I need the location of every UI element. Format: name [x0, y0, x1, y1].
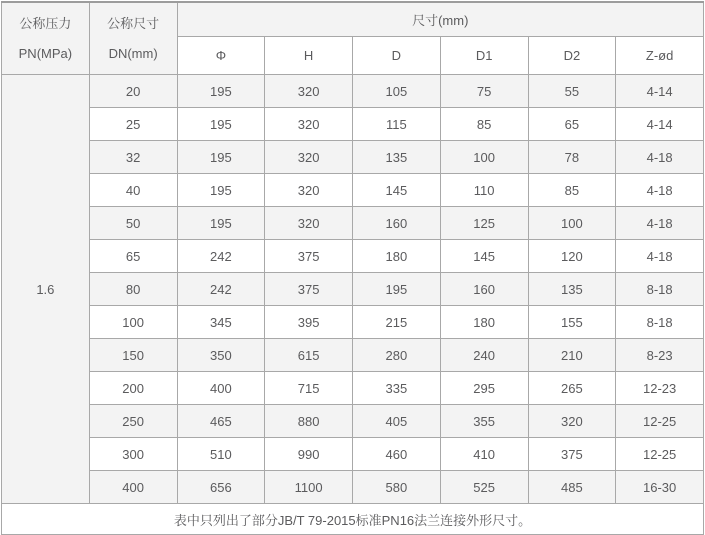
cell-phi: 465: [177, 405, 265, 438]
cell-z_od: 8-23: [616, 339, 704, 372]
table-row: [2, 141, 704, 174]
cell-d: 180: [353, 240, 441, 273]
col-header-h: H: [265, 37, 353, 75]
cell-phi: 195: [177, 141, 265, 174]
cell-d: 280: [353, 339, 441, 372]
table-row: [2, 207, 704, 240]
cell-z_od: 12-25: [616, 405, 704, 438]
cell-d1: 145: [440, 240, 528, 273]
cell-dn: 200: [89, 372, 177, 405]
cell-d1: 240: [440, 339, 528, 372]
cell-dn: 25: [89, 108, 177, 141]
cell-d: 405: [353, 405, 441, 438]
cell-d2: 265: [528, 372, 616, 405]
cell-z_od: 12-23: [616, 372, 704, 405]
col-header-size: [89, 2, 177, 75]
table-row: [2, 174, 704, 207]
cell-dn: 40: [89, 174, 177, 207]
cell-d1: 295: [440, 372, 528, 405]
cell-dn: 150: [89, 339, 177, 372]
cell-z_od: 16-30: [616, 471, 704, 504]
table-row: [2, 405, 704, 438]
cell-h: 1100: [265, 471, 353, 504]
cell-z_od: 4-14: [616, 75, 704, 108]
cell-h: 395: [265, 306, 353, 339]
cell-z_od: 4-18: [616, 174, 704, 207]
cell-h: 320: [265, 75, 353, 108]
cell-d: 460: [353, 438, 441, 471]
cell-h: 715: [265, 372, 353, 405]
header-row-groups: [2, 2, 704, 37]
cell-d1: 85: [440, 108, 528, 141]
cell-dn: 250: [89, 405, 177, 438]
cell-d: 115: [353, 108, 441, 141]
cell-d1: 75: [440, 75, 528, 108]
col-header-pressure: [2, 2, 90, 75]
cell-z_od: 4-18: [616, 141, 704, 174]
cell-d2: 135: [528, 273, 616, 306]
cell-d1: 125: [440, 207, 528, 240]
cell-phi: 195: [177, 174, 265, 207]
table-row: [2, 339, 704, 372]
pressure-header-cn: 公称压力: [19, 15, 72, 31]
cell-dn: 32: [89, 141, 177, 174]
cell-h: 320: [265, 207, 353, 240]
cell-dn: 100: [89, 306, 177, 339]
cell-d2: 65: [528, 108, 616, 141]
cell-d2: 155: [528, 306, 616, 339]
cell-d2: 320: [528, 405, 616, 438]
cell-phi: 195: [177, 75, 265, 108]
table-row: [2, 471, 704, 504]
cell-d2: 120: [528, 240, 616, 273]
cell-d2: 210: [528, 339, 616, 372]
cell-d2: 485: [528, 471, 616, 504]
size-header-unit: DN(mm): [108, 45, 158, 61]
col-header-d1: D1: [440, 37, 528, 75]
cell-h: 375: [265, 273, 353, 306]
table-row: [2, 372, 704, 405]
cell-phi: 195: [177, 207, 265, 240]
cell-dn: 300: [89, 438, 177, 471]
cell-d1: 410: [440, 438, 528, 471]
cell-phi: 242: [177, 240, 265, 273]
pressure-header-unit: PN(MPa): [18, 45, 73, 61]
table-row: [2, 306, 704, 339]
cell-d: 580: [353, 471, 441, 504]
cell-h: 880: [265, 405, 353, 438]
cell-z_od: 8-18: [616, 273, 704, 306]
cell-phi: 195: [177, 108, 265, 141]
cell-d: 160: [353, 207, 441, 240]
cell-d: 145: [353, 174, 441, 207]
cell-d2: 85: [528, 174, 616, 207]
cell-d1: 525: [440, 471, 528, 504]
cell-phi: 242: [177, 273, 265, 306]
cell-dn: 400: [89, 471, 177, 504]
cell-h: 990: [265, 438, 353, 471]
table-footnote: 表中只列出了部分JB/T 79-2015标准PN16法兰连接外形尺寸。: [2, 504, 704, 535]
cell-d: 215: [353, 306, 441, 339]
col-header-d2: D2: [528, 37, 616, 75]
table-row: [2, 240, 704, 273]
cell-phi: 510: [177, 438, 265, 471]
flange-dimensions-table: [1, 1, 704, 535]
cell-z_od: 8-18: [616, 306, 704, 339]
cell-d2: 78: [528, 141, 616, 174]
cell-h: 615: [265, 339, 353, 372]
cell-d: 335: [353, 372, 441, 405]
cell-d1: 160: [440, 273, 528, 306]
col-header-d: D: [353, 37, 441, 75]
cell-z_od: 4-18: [616, 207, 704, 240]
col-header-phi: Φ: [177, 37, 265, 75]
table-row: [2, 108, 704, 141]
cell-d: 105: [353, 75, 441, 108]
cell-h: 375: [265, 240, 353, 273]
table-row: [2, 273, 704, 306]
cell-phi: 350: [177, 339, 265, 372]
cell-dn: 20: [89, 75, 177, 108]
cell-d1: 110: [440, 174, 528, 207]
cell-dn: 80: [89, 273, 177, 306]
cell-phi: 345: [177, 306, 265, 339]
cell-dn: 65: [89, 240, 177, 273]
table-row: [2, 75, 704, 108]
cell-d: 195: [353, 273, 441, 306]
col-header-dimensions-group: 尺寸(mm): [177, 2, 704, 37]
cell-phi: 656: [177, 471, 265, 504]
cell-z_od: 4-14: [616, 108, 704, 141]
cell-h: 320: [265, 108, 353, 141]
cell-d: 135: [353, 141, 441, 174]
col-header-z-od: Z-ød: [616, 37, 704, 75]
cell-z_od: 12-25: [616, 438, 704, 471]
cell-d2: 55: [528, 75, 616, 108]
cell-dn: 50: [89, 207, 177, 240]
cell-d1: 355: [440, 405, 528, 438]
cell-h: 320: [265, 174, 353, 207]
footnote-row: [2, 504, 704, 535]
cell-d2: 375: [528, 438, 616, 471]
cell-d1: 180: [440, 306, 528, 339]
cell-h: 320: [265, 141, 353, 174]
cell-z_od: 4-18: [616, 240, 704, 273]
size-header-cn: 公称尺寸: [107, 15, 160, 31]
cell-phi: 400: [177, 372, 265, 405]
cell-d2: 100: [528, 207, 616, 240]
pressure-value-cell: 1.6: [2, 75, 90, 504]
table-row: [2, 438, 704, 471]
cell-d1: 100: [440, 141, 528, 174]
